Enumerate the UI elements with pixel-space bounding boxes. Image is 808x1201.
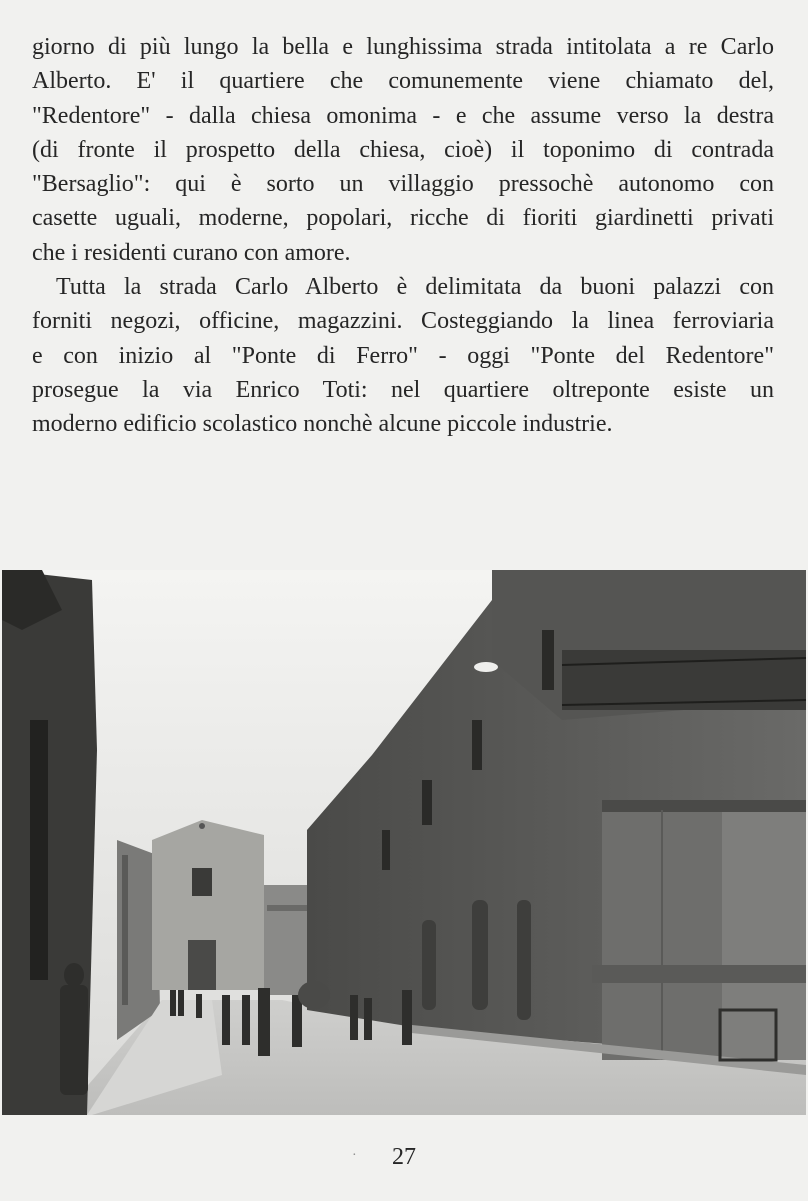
text-line: giorno di più lungo la bella e lunghissima strada intitolata a re Carlo	[32, 34, 774, 60]
text-line: e con inizio al "Ponte di Ferro" - oggi "Ponte del Redentore"	[32, 342, 774, 369]
body-text	[32, 30, 774, 442]
text-line: casette uguali, moderne, popolari, ricche di fioriti giardinetti privati	[32, 205, 774, 232]
scan-mark: ·	[352, 1148, 357, 1163]
text-line: "Redentore" - dalla chiesa omonima - e che assume verso la destra	[32, 102, 774, 129]
street-scene-illustration	[2, 570, 806, 1115]
text-line: Tutta la strada Carlo Alberto è delimitata da buoni palazzi con	[56, 274, 774, 301]
page-number: 27	[392, 1144, 416, 1170]
text-line: (di fronte il prospetto della chiesa, cioè) il toponimo di contrada	[32, 136, 774, 163]
text-line: che i residenti curano con amore.	[32, 239, 351, 266]
text-line: "Bersaglio": qui è sorto un villaggio pressochè autonomo con	[32, 171, 774, 198]
text-line: prosegue la via Enrico Toti: nel quartiere oltreponte esiste un	[32, 376, 774, 403]
text-line: moderno edificio scolastico nonchè alcune piccole industrie.	[32, 411, 613, 438]
text-line: Alberto. E' il quartiere che comunemente viene chiamato del,	[32, 68, 774, 95]
text-line: forniti negozi, officine, magazzini. Costeggiando la linea ferroviaria	[32, 308, 774, 335]
historic-street-photo	[2, 570, 806, 1115]
